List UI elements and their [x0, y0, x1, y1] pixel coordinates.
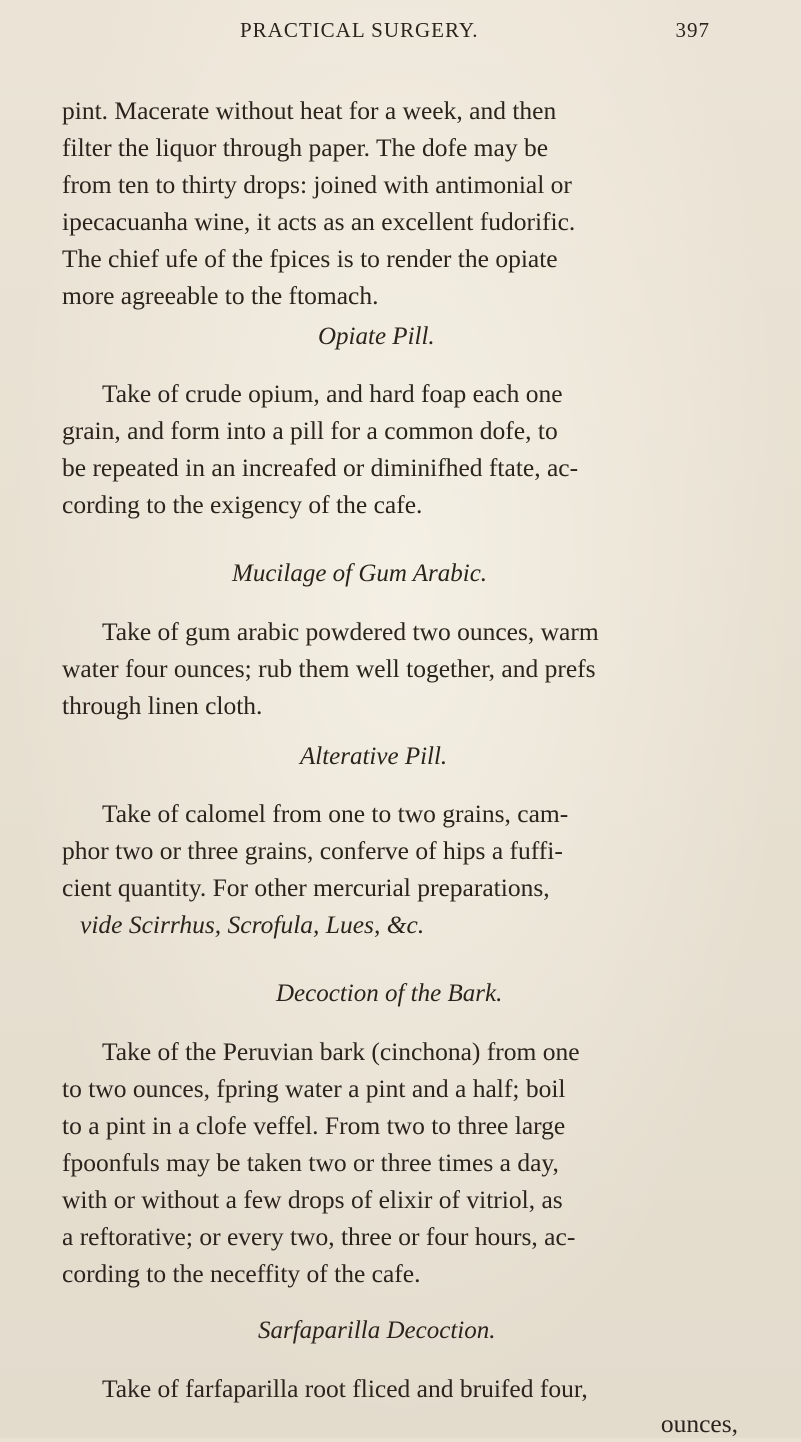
text-line: Take of gum arabic powdered two ounces, warm	[102, 617, 599, 646]
text-line: from ten to thirty drops: joined with antimonial or	[62, 170, 572, 199]
text-line: ipecacuanha wine, it acts as an excellent fudorific.	[62, 207, 576, 236]
text-line: to two ounces, fpring water a pint and a half; boil	[62, 1074, 566, 1103]
text-line: be repeated in an increafed or diminifhed ftate, ac-	[62, 453, 579, 482]
text-line: cording to the exigency of the cafe.	[62, 490, 423, 519]
text-line: a reftorative; or every two, three or four hours, ac-	[62, 1222, 576, 1251]
text-line: Take of calomel from one to two grains, cam-	[102, 799, 569, 828]
text-line: pint. Macerate without heat for a week, and then	[62, 96, 557, 125]
text-line: through linen cloth.	[62, 691, 263, 720]
text-line: to a pint in a clofe veffel. From two to three large	[62, 1111, 566, 1140]
text-line: more agreeable to the ftomach.	[62, 281, 379, 310]
text-line: The chief ufe of the fpices is to render the opiate	[62, 244, 558, 273]
text-line: vide Scirrhus, Scrofula, Lues, &c.	[80, 910, 425, 939]
text-line: filter the liquor through paper. The dofe may be	[62, 133, 549, 162]
page-number: 397	[675, 18, 710, 42]
text-line: Take of the Peruvian bark (cinchona) from one	[102, 1037, 580, 1066]
heading-opiate-pill: Opiate Pill.	[318, 323, 435, 350]
heading-decoction-bark: Decoction of the Bark.	[276, 980, 503, 1007]
paragraph-decoction-bark	[62, 1033, 737, 1292]
paragraph-alterative-pill	[62, 795, 737, 943]
paragraph-sarsaparilla	[62, 1370, 737, 1407]
catchword: ounces,	[660, 1409, 738, 1438]
heading-mucilage: Mucilage of Gum Arabic.	[232, 560, 488, 587]
paragraph-tincture-end	[62, 92, 737, 314]
paragraph-mucilage	[62, 613, 737, 724]
text-line: grain, and form into a pill for a common dofe, to	[62, 416, 558, 445]
paragraph-opiate-pill	[62, 375, 737, 523]
text-line: with or without a few drops of elixir of vitriol, as	[62, 1185, 563, 1214]
text-line: phor two or three grains, conferve of hips a fuffi-	[62, 836, 563, 865]
running-title: PRACTICAL SURGERY.	[240, 18, 479, 42]
text-line: fpoonfuls may be taken two or three times a day,	[62, 1148, 559, 1177]
text-line: water four ounces; rub them well together, and prefs	[62, 654, 596, 683]
text-line: Take of farfaparilla root fliced and bruifed four,	[102, 1374, 588, 1403]
heading-alterative-pill: Alterative Pill.	[300, 743, 448, 770]
heading-sarsaparilla: Sarfaparilla Decoction.	[258, 1317, 496, 1344]
text-line: cient quantity. For other mercurial preparations,	[62, 873, 550, 902]
text-line: Take of crude opium, and hard foap each one	[102, 379, 563, 408]
text-line: cording to the neceffity of the cafe.	[62, 1259, 421, 1288]
